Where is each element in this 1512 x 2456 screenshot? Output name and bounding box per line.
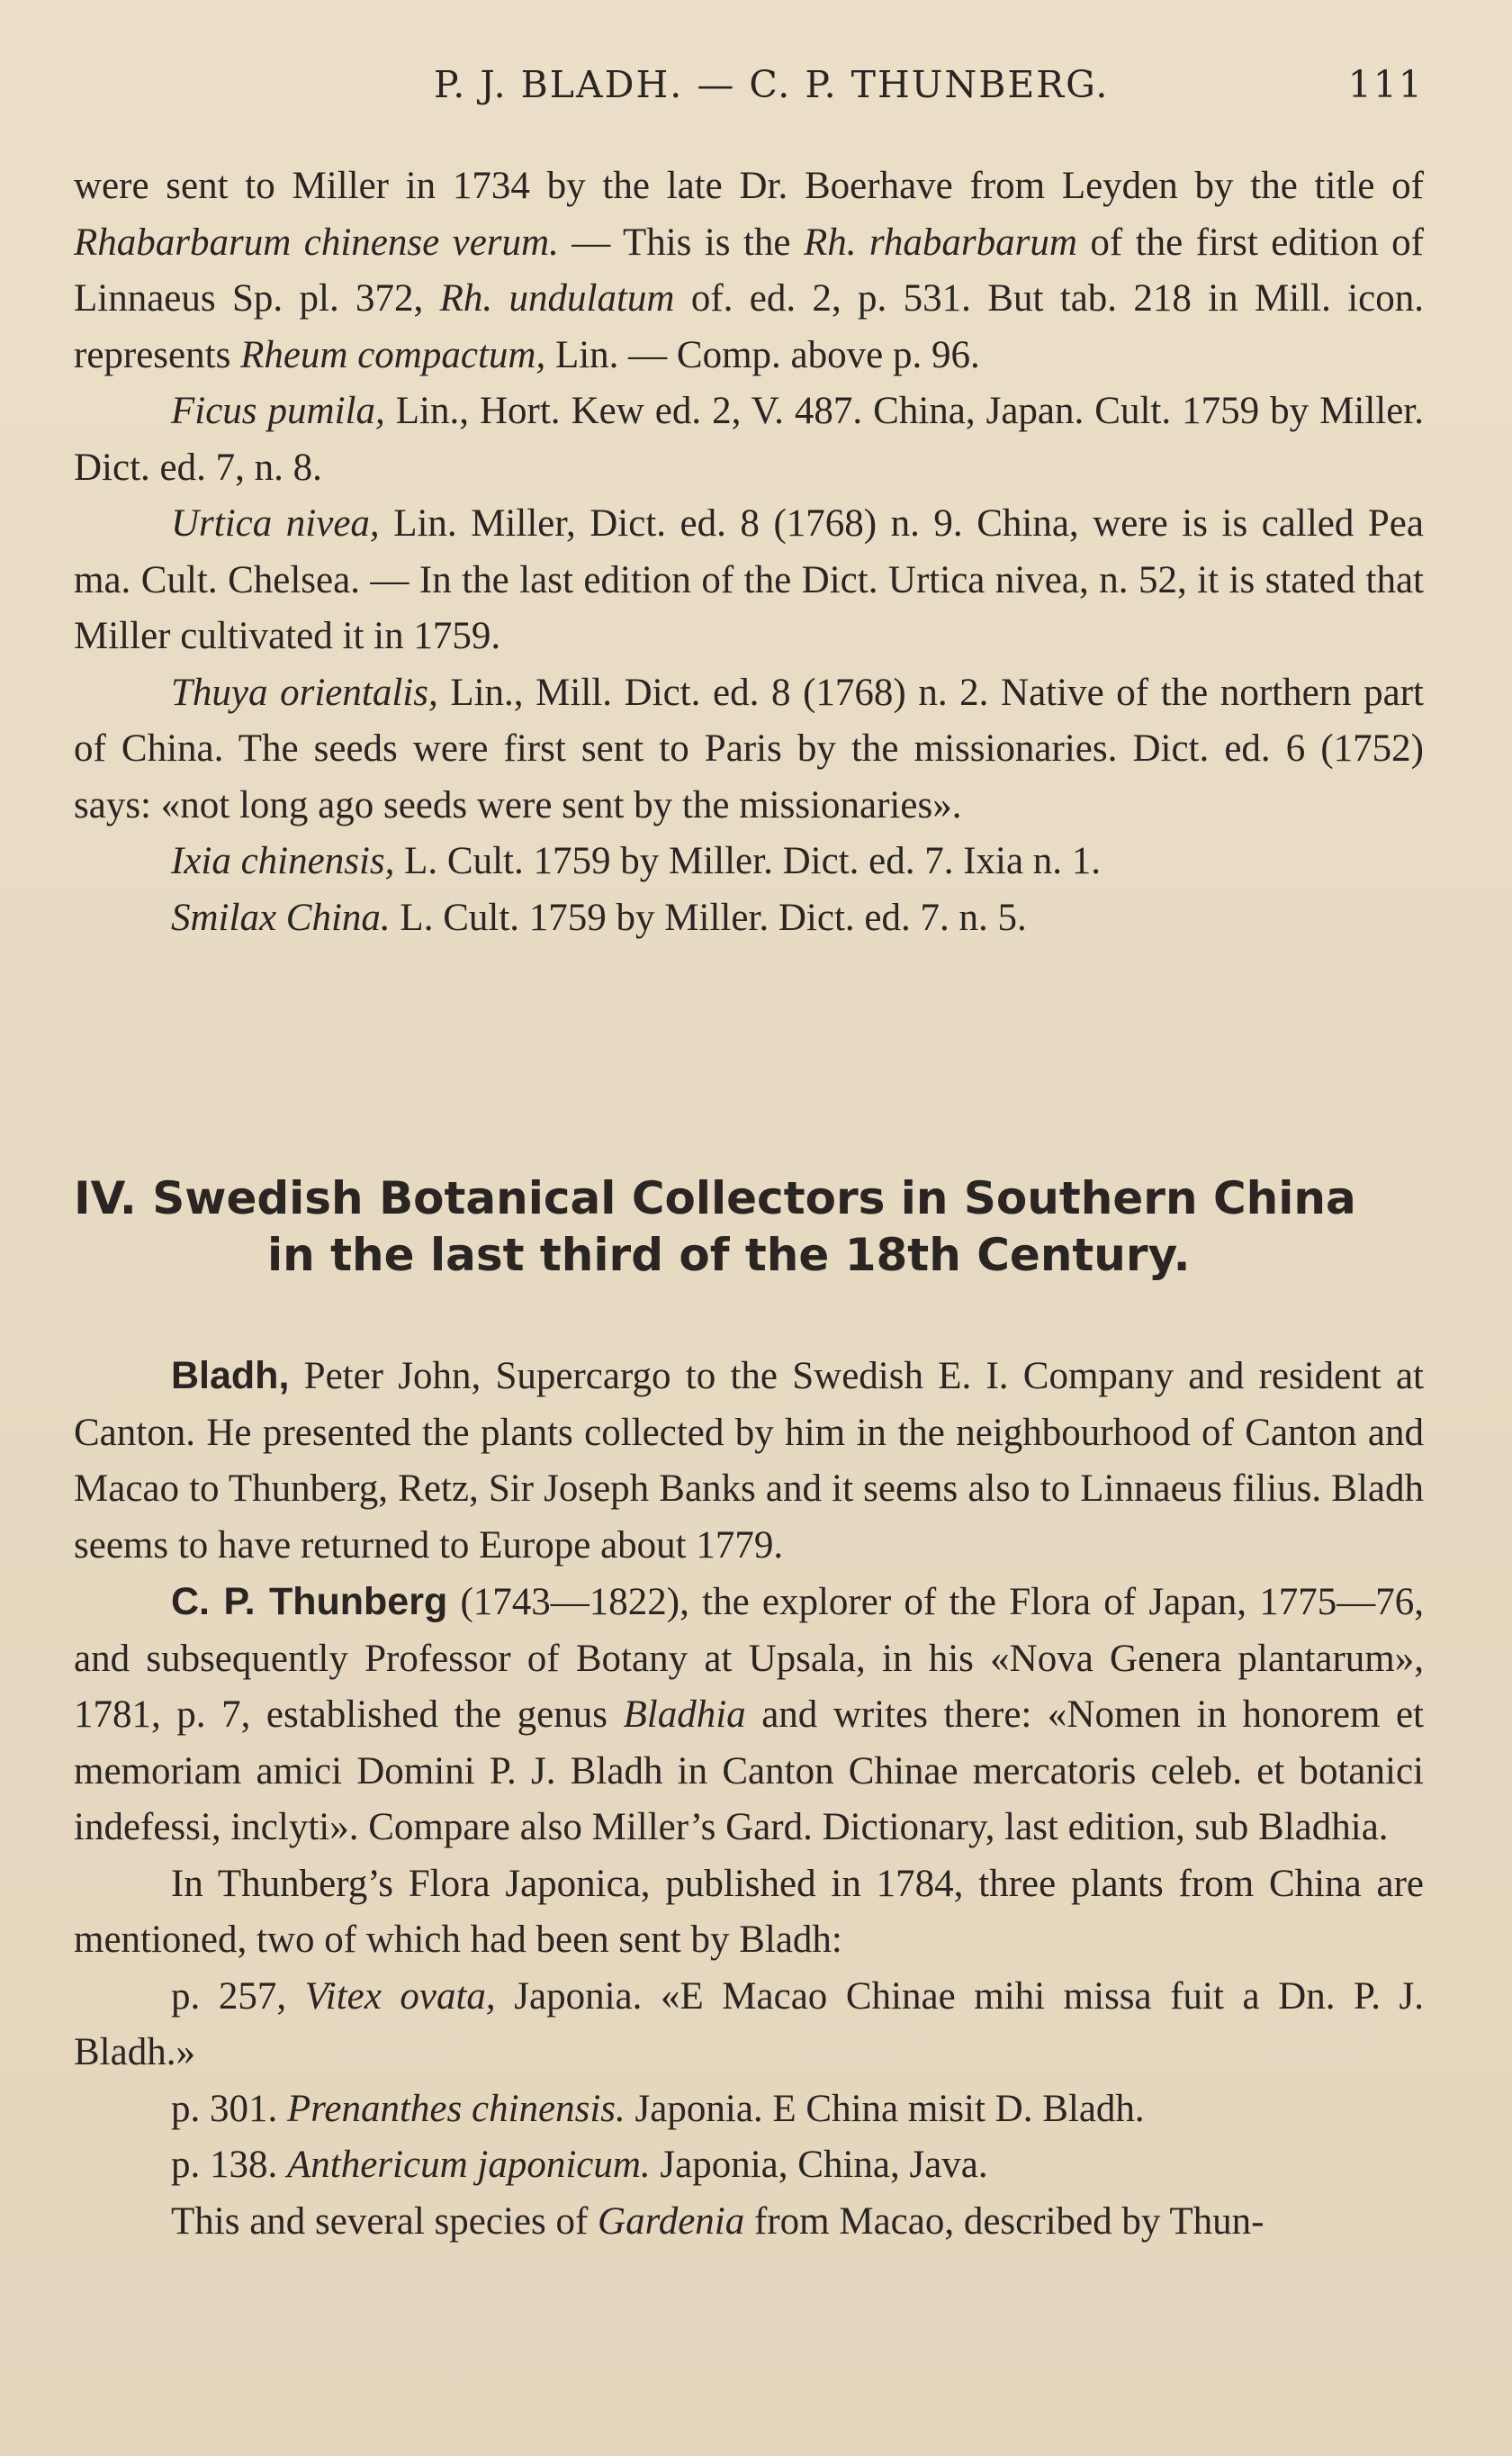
section-heading-line-1: IV. Swedish Botanical Collectors in Southern China bbox=[74, 1172, 1356, 1224]
page-header bbox=[74, 63, 1424, 117]
paragraph-thunberg: C. P. Thunberg (1743—1822), the explorer of the Flora of Japan, 1775—76, and subsequently Professor of Botany at Upsala, in his «Nova Genera plantarum», 1781, p. 7, established the genus Bladhia and writes there: «Nomen in honorem et memoriam amici Domini P. J. Bladh in Canton Chinae mercatoris celeb. et botanici indefessi, inclyti». Compare also Miller’s Gard. Dictionary, last edition, sub Bladhia. bbox=[74, 1580, 1424, 1848]
text-block-top bbox=[74, 158, 1424, 946]
paragraph-bladh: Bladh, Peter John, Supercargo to the Swedish E. I. Company and resident at Canton. He presented the plants collected by him in the neighbourhood of Canton and Macao to Thunberg, Retz, Sir Joseph Banks and it seems also to Linnaeus filius. Bladh seems to have returned to Europe about 1779. bbox=[74, 1354, 1424, 1567]
page-number: 111 bbox=[1347, 63, 1424, 106]
section-heading bbox=[74, 1170, 1424, 1284]
entry-ixia-chinensis: Ixia chinensis, L. Cult. 1759 by Miller. Dict. ed. 7. Ixia n. 1. bbox=[171, 840, 1102, 882]
paragraph-flora-japonica: In Thunberg’s Flora Japonica, published in 1784, three plants from China are mentioned, two of which had been sent by Bladh: bbox=[74, 1862, 1424, 1961]
running-title: P. J. BLADH. — C. P. THUNBERG. bbox=[434, 63, 1110, 106]
text-block-bottom bbox=[74, 1348, 1424, 2250]
entry-ficus-pumila: Ficus pumila, Lin., Hort. Kew ed. 2, V. 487. China, Japan. Cult. 1759 by Miller. Dict. ed. 7, n. 8. bbox=[74, 390, 1425, 489]
entry-smilax-china: Smilax China. L. Cult. 1759 by Miller. Dict. ed. 7. n. 5. bbox=[171, 896, 1027, 939]
entry-urtica-nivea: Urtica nivea, Lin. Miller, Dict. ed. 8 (1768) n. 9. China, were is is called Pea ma. Cult. Chelsea. — In the last edition of the Dict. Urtica nivea, n. 52, it is stated that Miller cultivated it in 1759. bbox=[74, 502, 1424, 657]
paragraph-rhabarbarum: were sent to Miller in 1734 by the late Dr. Boerhave from Leyden by the title of Rhabarbarum chinense verum. — This is the Rh. rhabarbarum of the first edition of Linnaeus Sp. pl. 372, Rh. undulatum of. ed. 2, p. 531. But tab. 218 in Mill. icon. represents Rheum compactum, Lin. — Comp. above p. 96. bbox=[74, 165, 1425, 376]
paragraph-gardenia: This and several species of Gardenia from Macao, described by Thun- bbox=[171, 2199, 1264, 2243]
entry-anthericum-japonicum: p. 138. Anthericum japonicum. Japonia, China, Java. bbox=[171, 2144, 988, 2186]
entry-vitex-ovata: p. 257, Vitex ovata, Japonia. «E Macao Chinae mihi missa fuit a Dn. P. J. Bladh.» bbox=[74, 1974, 1425, 2073]
entry-prenanthes-chinensis: p. 301. Prenanthes chinensis. Japonia. E China misit D. Bladh. bbox=[171, 2087, 1145, 2130]
section-heading-line-2: in the last third of the 18th Century. bbox=[267, 1229, 1191, 1281]
entry-thuya-orientalis: Thuya orientalis, Lin., Mill. Dict. ed. 8 (1768) n. 2. Native of the northern part of China. The seeds were first sent to Paris by the missionaries. Dict. ed. 6 (1752) says: «not long ago seeds were sent by the missionaries». bbox=[74, 671, 1424, 826]
